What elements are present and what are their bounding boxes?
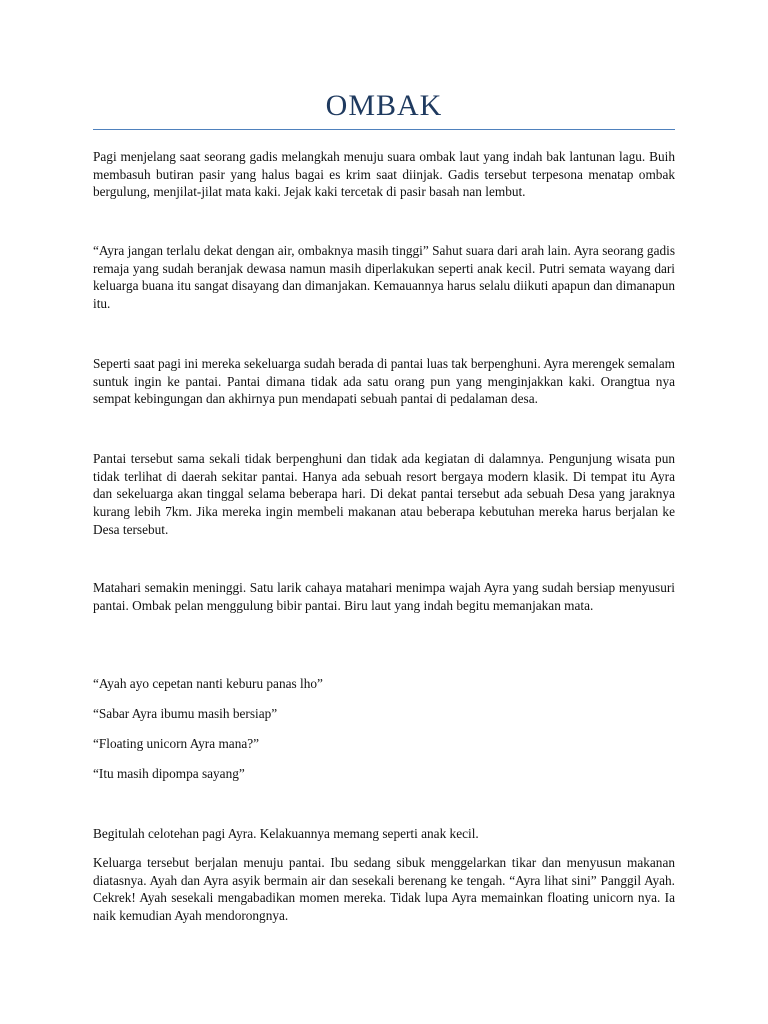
paragraph-7: Keluarga tersebut berjalan menuju pantai. Ibu sedang sibuk menggelarkan tikar dan menyusun makanan diatasnya. Ayah dan Ayra asyik bermain air dan sesekali berenang ke tengah. “Ayra lihat sini” Panggil Ayah. Cekrek! Ayah sesekali mengabadikan momen mereka. Tidak lupa Ayra memainkan floating unicorn nya. Ia naik kemudian Ayah mendorongnya. xyxy=(93,855,675,924)
paragraph-2: “Ayra jangan terlalu dekat dengan air, ombaknya masih tinggi” Sahut suara dari arah lain. Ayra seorang gadis remaja yang sudah beranjak dewasa namun masih diperlakukan seperti anak kecil. Putri semata wayang dari keluarga buana itu sangat disayang dan dimanjakan. Kemauannya harus selalu diikuti apapun dan dimanapun itu. xyxy=(93,243,675,312)
dialogue-line-4: “Itu masih dipompa sayang” xyxy=(93,766,245,781)
dialogue-line-1: “Ayah ayo cepetan nanti keburu panas lho” xyxy=(93,676,323,691)
paragraph-6: Begitulah celotehan pagi Ayra. Kelakuannya memang seperti anak kecil. xyxy=(93,826,479,841)
paragraph-3: Seperti saat pagi ini mereka sekeluarga sudah berada di pantai luas tak berpenghuni. Ayra merengek semalam suntuk ingin ke pantai. Pantai dimana tidak ada satu orang pun yang menginjakkan kaki. Orangtua nya sempat kebingungan dan akhirnya pun mendapati sebuah pantai di pedalaman desa. xyxy=(93,356,675,407)
document-title: OMBAK xyxy=(325,89,443,122)
dialogue-line-2: “Sabar Ayra ibumu masih bersiap” xyxy=(93,706,278,721)
dialogue-line-3: “Floating unicorn Ayra mana?” xyxy=(93,736,260,751)
paragraph-1: Pagi menjelang saat seorang gadis melangkah menuju suara ombak laut yang indah bak lantunan lagu. Buih membasuh butiran pasir yang halus bagai es krim saat diinjak. Gadis tersebut terpesona menatap ombak bergulung, menjilat-jilat mata kaki. Jejak kaki tercetak di pasir basah nan lembut. xyxy=(93,149,675,200)
paragraph-5: Matahari semakin meninggi. Satu larik cahaya matahari menimpa wajah Ayra yang sudah bersiap menyusuri pantai. Ombak pelan menggulung bibir pantai. Biru laut yang indah begitu memanjakan mata. xyxy=(93,580,675,613)
paragraph-4: Pantai tersebut sama sekali tidak berpenghuni dan tidak ada kegiatan di dalamnya. Pengunjung wisata pun tidak terlihat di daerah sekitar pantai. Hanya ada sebuah resort bergaya modern klasik. Di tempat itu Ayra dan sekeluarga akan tinggal selama beberapa hari. Di dekat pantai tersebut ada sebuah Desa yang jaraknya kurang lebih 7km. Jika mereka ingin membeli makanan atau beberapa kebutuhan mereka harus berjalan ke Desa tersebut. xyxy=(93,451,675,537)
title-underline xyxy=(93,129,675,130)
